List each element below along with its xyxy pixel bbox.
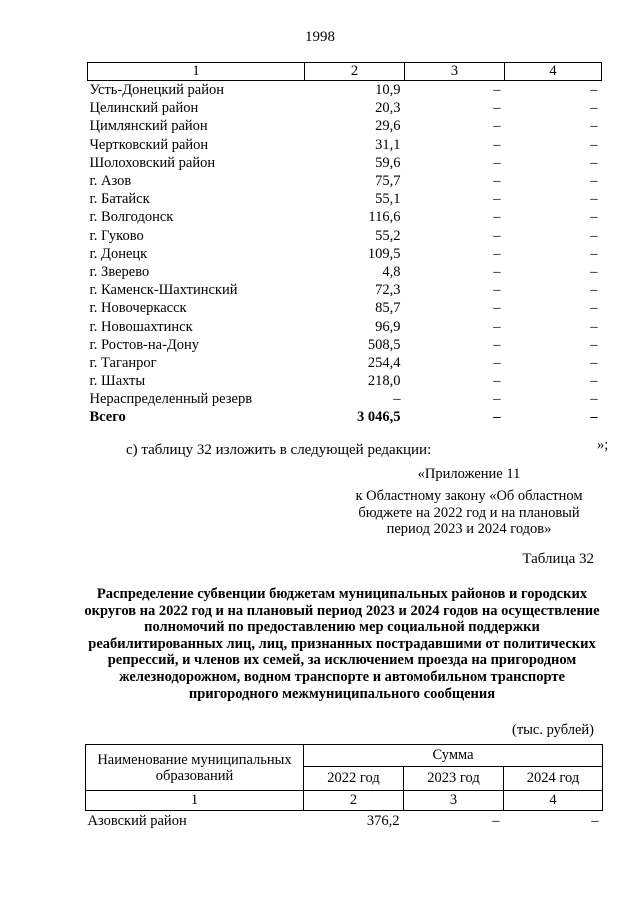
- table-row: [88, 245, 602, 263]
- municipality-name: Усть-Донецкий район: [89, 82, 224, 99]
- table-row: [88, 81, 602, 100]
- col-number-1: 1: [88, 63, 305, 81]
- table-row: [88, 227, 602, 245]
- table-row: [88, 190, 602, 208]
- value-2024: –: [590, 318, 598, 335]
- total-label: Всего: [89, 409, 126, 426]
- table-row: [88, 317, 602, 335]
- col-header-name: Наименование муниципальных образований: [86, 745, 304, 791]
- value-2022: 31,1: [375, 136, 401, 153]
- table-row: [88, 99, 602, 117]
- value-2023: –: [493, 263, 501, 280]
- value-2022: –: [393, 391, 401, 408]
- municipality-name: Чертковский район: [89, 136, 209, 153]
- col-number-1: 1: [86, 791, 304, 811]
- value-2022: 96,9: [375, 318, 401, 335]
- value-2024: –: [590, 154, 598, 171]
- value-2022: 10,9: [375, 82, 401, 99]
- value-2022: 55,2: [375, 227, 401, 244]
- table-row: [88, 208, 602, 226]
- value-2023: –: [493, 227, 501, 244]
- table-row: [88, 117, 602, 135]
- appendix-reference: к Областному закону «Об областном бюджете на 2022 год и на плановый период 2023 и 2024 годов»: [355, 488, 583, 537]
- table-continuation: [87, 62, 602, 427]
- value-2022: 376,2: [366, 812, 400, 829]
- total-2023: –: [493, 409, 501, 426]
- municipality-name: г. Каменск-Шахтинский: [89, 282, 238, 299]
- col-number-3: 3: [404, 791, 504, 811]
- value-2023: –: [493, 154, 501, 171]
- municipality-name: г. Гуково: [89, 227, 144, 244]
- col-header-2022: 2022 год: [304, 767, 404, 791]
- value-2024: –: [590, 191, 598, 208]
- table-row: [88, 299, 602, 317]
- value-2024: –: [590, 300, 598, 317]
- table-row: [88, 154, 602, 172]
- value-2024: –: [590, 227, 598, 244]
- value-2022: 85,7: [375, 300, 401, 317]
- total-2022: 3 046,5: [357, 409, 401, 426]
- table-row: [88, 390, 602, 408]
- col-number-2: 2: [305, 63, 405, 81]
- value-2024: –: [590, 373, 598, 390]
- table-body: [88, 81, 602, 409]
- municipality-name: г. Батайск: [89, 191, 150, 208]
- value-2024: –: [591, 812, 599, 829]
- municipality-name: Азовский район: [87, 812, 187, 829]
- municipality-name: г. Новочеркасск: [89, 300, 187, 317]
- col-number-3: 3: [405, 63, 505, 81]
- municipality-name: г. Шахты: [89, 373, 146, 390]
- table-row: [88, 136, 602, 154]
- municipality-name: г. Новошахтинск: [89, 318, 193, 335]
- value-2023: –: [493, 173, 501, 190]
- value-2024: –: [590, 282, 598, 299]
- table-row: [86, 811, 603, 832]
- col-header-2024: 2024 год: [504, 767, 603, 791]
- table-32: [85, 744, 603, 831]
- table-number-row: [88, 63, 602, 81]
- value-2024: –: [590, 136, 598, 153]
- table-row: [88, 336, 602, 354]
- value-2022: 4,8: [382, 263, 401, 280]
- value-2022: 508,5: [367, 336, 401, 353]
- units-label: (тыс. рублей): [512, 722, 594, 738]
- municipality-name: г. Таганрог: [89, 354, 157, 371]
- amendment-paragraph: с) таблицу 32 изложить в следующей редакции:: [126, 442, 432, 458]
- value-2022: 109,5: [367, 245, 401, 262]
- value-2023: –: [493, 209, 501, 226]
- col-number-4: 4: [505, 63, 602, 81]
- value-2023: –: [493, 373, 501, 390]
- col-header-2023: 2023 год: [404, 767, 504, 791]
- value-2023: –: [493, 354, 501, 371]
- municipality-name: Нераспределенный резерв: [89, 391, 253, 408]
- table-32-body: [86, 811, 603, 832]
- municipality-name: Шолоховский район: [89, 154, 216, 171]
- value-2023: –: [493, 100, 501, 117]
- appendix-title: «Приложение 11: [417, 466, 521, 482]
- table-row: [88, 354, 602, 372]
- value-2024: –: [590, 263, 598, 280]
- value-2022: 29,6: [375, 118, 401, 135]
- municipality-name: г. Зверево: [89, 263, 150, 280]
- value-2023: –: [493, 336, 501, 353]
- value-2022: 55,1: [375, 191, 401, 208]
- value-2023: –: [492, 812, 500, 829]
- value-2023: –: [493, 136, 501, 153]
- value-2022: 218,0: [367, 373, 401, 390]
- value-2024: –: [590, 336, 598, 353]
- table-label: Таблица 32: [522, 551, 594, 567]
- municipality-name: Целинский район: [89, 100, 199, 117]
- page-number: 1998: [305, 29, 335, 45]
- value-2024: –: [590, 354, 598, 371]
- value-2023: –: [493, 300, 501, 317]
- table-row: [88, 372, 602, 390]
- value-2023: –: [493, 82, 501, 99]
- value-2023: –: [493, 391, 501, 408]
- value-2024: –: [590, 173, 598, 190]
- municipality-name: г. Волгодонск: [89, 209, 174, 226]
- municipality-name: г. Азов: [89, 173, 132, 190]
- closing-quote: »;: [597, 437, 609, 453]
- value-2024: –: [590, 118, 598, 135]
- total-2024: –: [590, 409, 598, 426]
- municipality-name: г. Ростов-на-Дону: [89, 336, 200, 353]
- table-row: [88, 281, 602, 299]
- table-row: [88, 172, 602, 190]
- value-2022: 254,4: [367, 354, 401, 371]
- value-2023: –: [493, 245, 501, 262]
- municipality-name: г. Донецк: [89, 245, 148, 262]
- value-2024: –: [590, 391, 598, 408]
- value-2022: 75,7: [375, 173, 401, 190]
- table-row: [88, 263, 602, 281]
- value-2024: –: [590, 245, 598, 262]
- col-number-2: 2: [304, 791, 404, 811]
- value-2023: –: [493, 318, 501, 335]
- value-2023: –: [493, 118, 501, 135]
- value-2022: 59,6: [375, 154, 401, 171]
- value-2024: –: [590, 82, 598, 99]
- col-number-4: 4: [504, 791, 603, 811]
- value-2022: 72,3: [375, 282, 401, 299]
- value-2023: –: [493, 191, 501, 208]
- table-heading: Распределение субвенции бюджетам муниципальных районов и городских округов на 2022 год и на плановый период 2023 и 2024 годов на осуществление полномочий по предоставлению мер социальной поддержки реабилитированных лиц, лиц, признанных пострадавшими от политических репрессий, и членов их семей, за исключением проезда на пригородном железнодорожном, водном транспорте и автомобильном транспорте пригородного межмуниципального сообщения: [84, 586, 600, 702]
- value-2023: –: [493, 282, 501, 299]
- col-header-sum: Сумма: [304, 745, 603, 767]
- value-2024: –: [590, 100, 598, 117]
- municipality-name: Цимлянский район: [89, 118, 208, 135]
- total-row: [88, 408, 602, 426]
- value-2022: 116,6: [368, 209, 401, 226]
- value-2024: –: [590, 209, 598, 226]
- value-2022: 20,3: [375, 100, 401, 117]
